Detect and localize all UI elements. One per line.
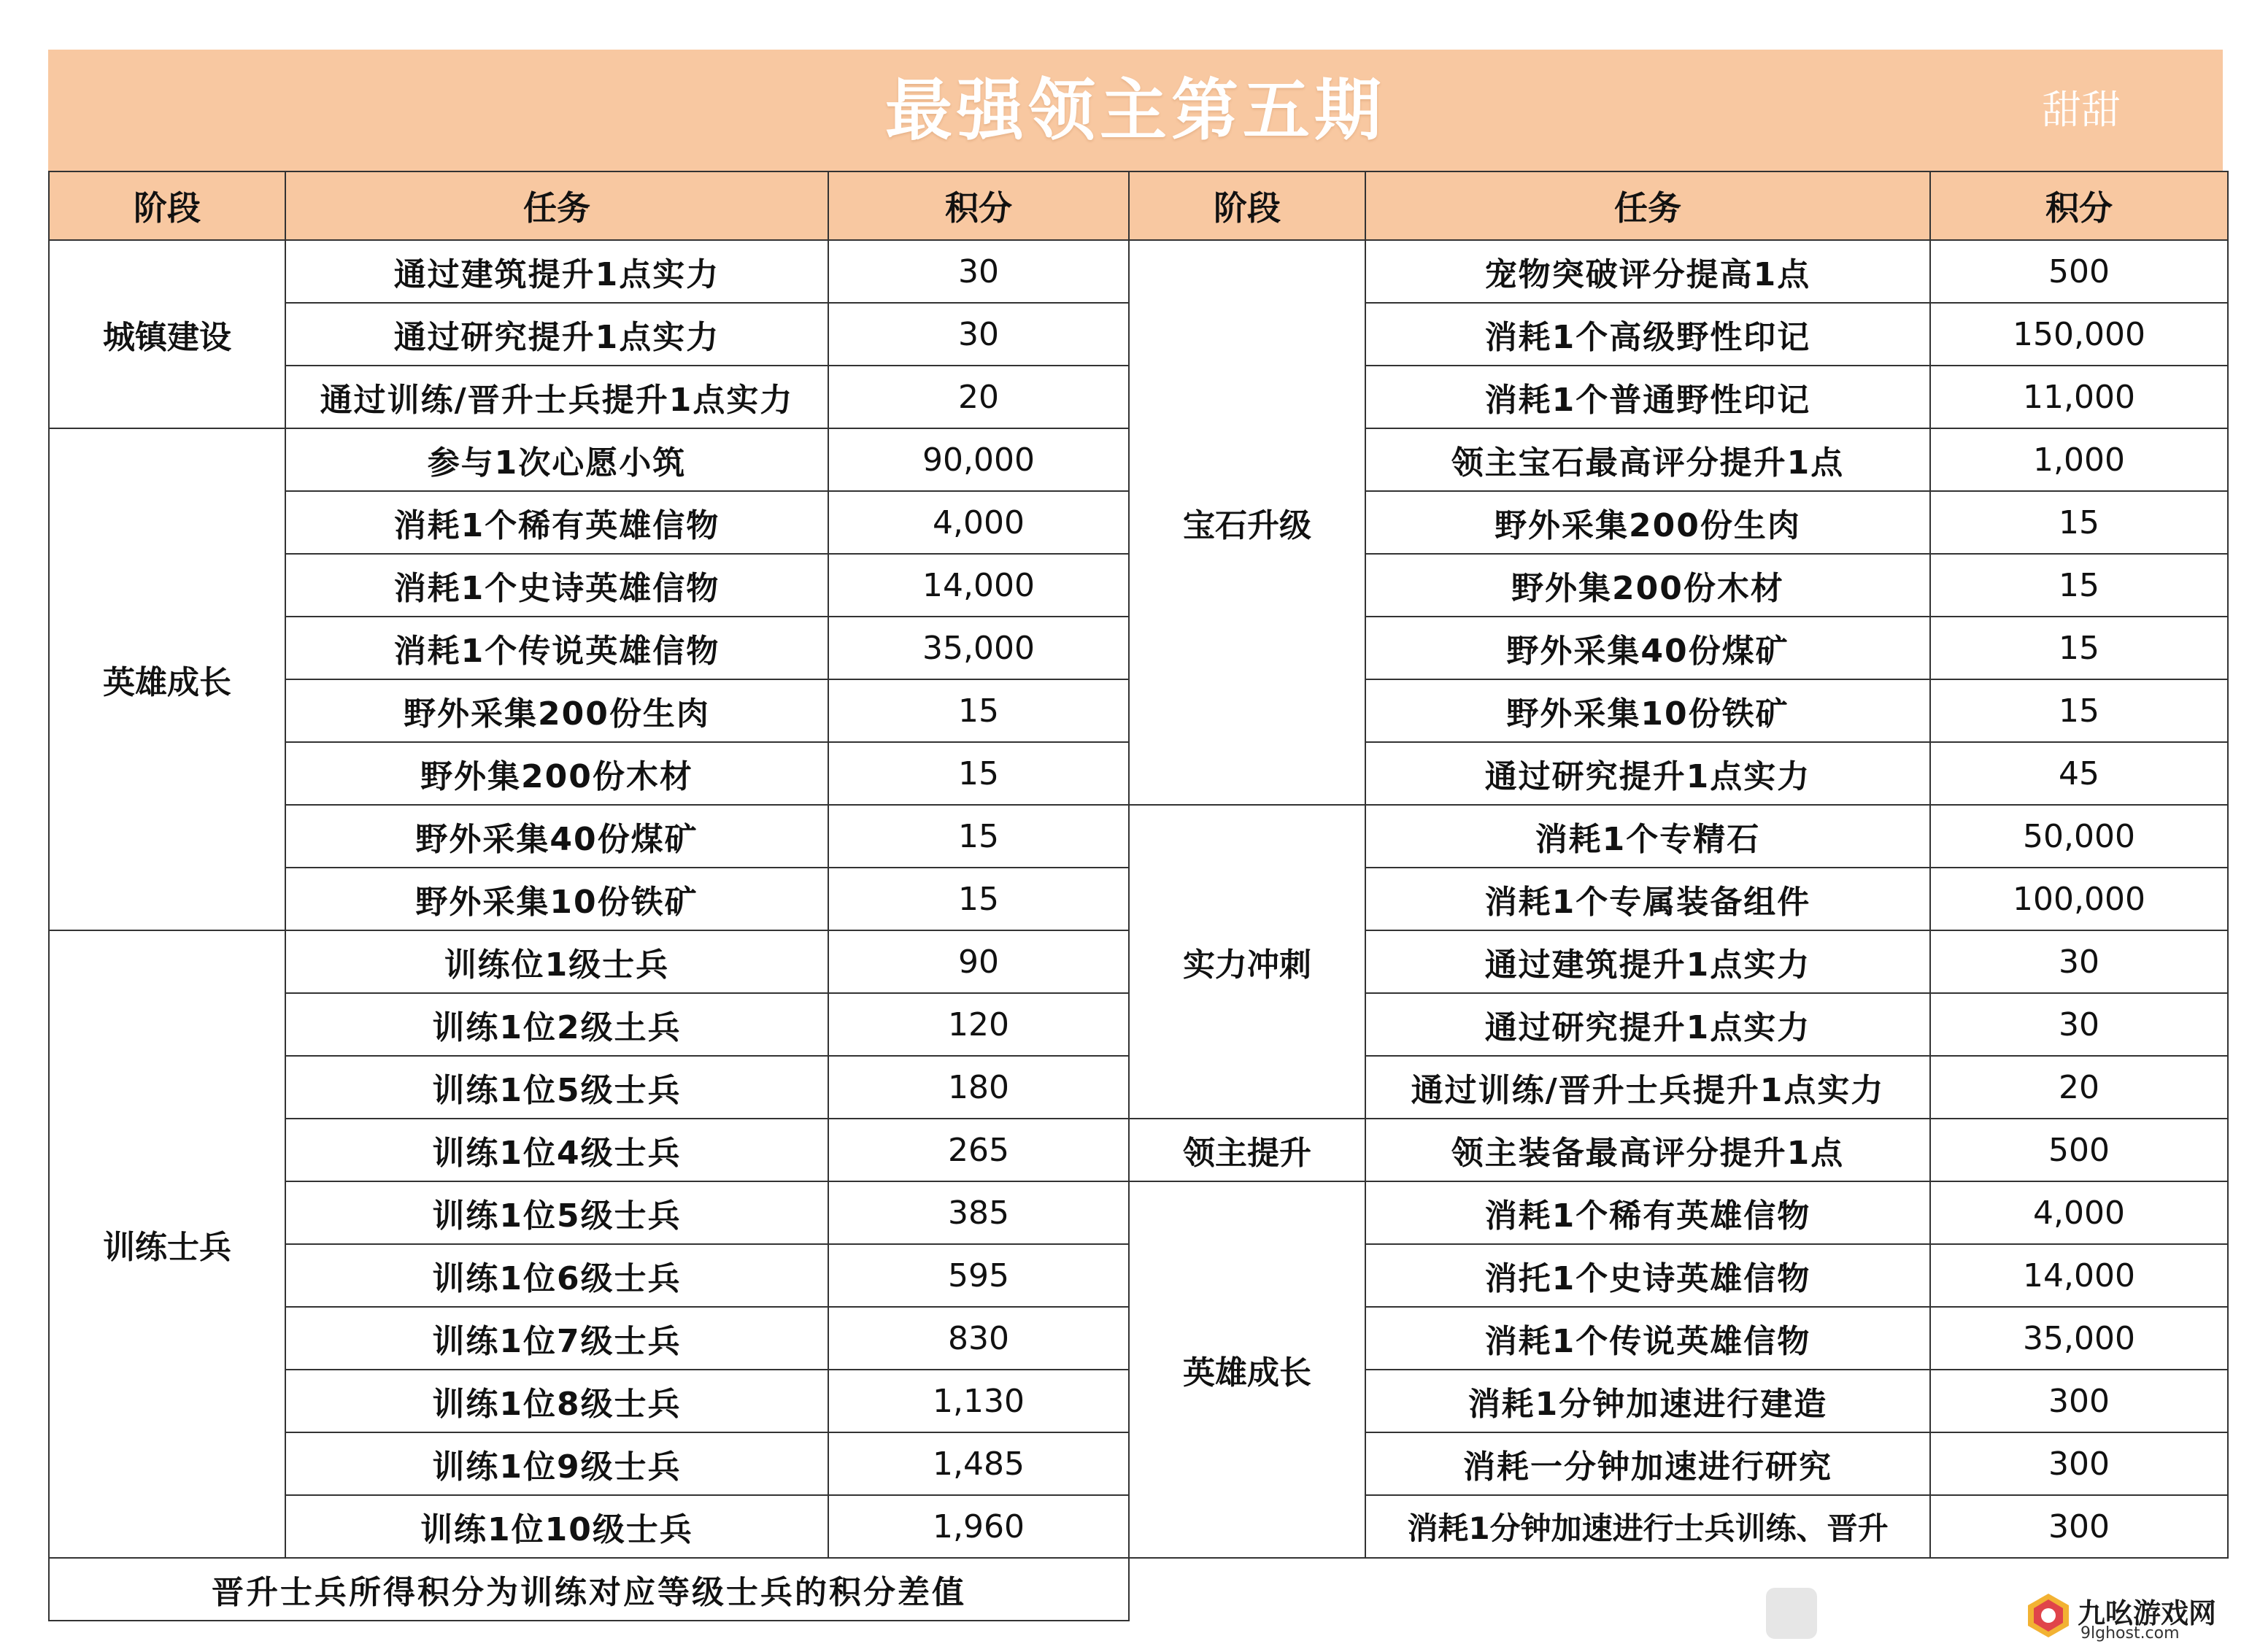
task-cell: 领主宝石最高评分提升1点: [1365, 428, 1930, 491]
points-cell: 1,130: [828, 1370, 1129, 1432]
task-cell: 通过研究提升1点实力: [1365, 993, 1930, 1056]
header-task-right: 任务: [1365, 171, 1930, 240]
task-cell: 训练1位5级士兵: [285, 1056, 828, 1119]
task-cell: 野外采集40份煤矿: [285, 805, 828, 868]
task-cell: 野外采集40份煤矿: [1365, 617, 1930, 679]
header-stage-right: 阶段: [1129, 171, 1365, 240]
points-cell: 385: [828, 1181, 1129, 1244]
task-cell: 消托1个史诗英雄信物: [1365, 1244, 1930, 1307]
points-cell: 45: [1930, 742, 2228, 805]
points-cell: 50,000: [1930, 805, 2228, 868]
task-cell: 通过研究提升1点实力: [285, 303, 828, 366]
header-points-left: 积分: [828, 171, 1129, 240]
task-cell: 训练1位8级士兵: [285, 1370, 828, 1432]
site-logo: [2026, 1588, 2245, 1646]
task-cell: 消耗1个稀有英雄信物: [1365, 1181, 1930, 1244]
task-cell: 消耗一分钟加速进行研究: [1365, 1432, 1930, 1495]
points-cell: 35,000: [1930, 1307, 2228, 1370]
points-cell: 15: [828, 868, 1129, 930]
title-banner: [48, 50, 2223, 171]
points-cell: 180: [828, 1056, 1129, 1119]
task-cell: 宠物突破评分提高1点: [1365, 240, 1930, 303]
task-cell: 通过建筑提升1点实力: [285, 240, 828, 303]
points-cell: 15: [828, 742, 1129, 805]
task-cell: 通过建筑提升1点实力: [1365, 930, 1930, 993]
table-row: [49, 1181, 2228, 1244]
note-row: [49, 1558, 2228, 1621]
points-cell: 15: [828, 805, 1129, 868]
task-cell: 训练1位9级士兵: [285, 1432, 828, 1495]
points-cell: 20: [1930, 1056, 2228, 1119]
points-cell: 500: [1930, 240, 2228, 303]
task-cell: 训练1位2级土兵: [285, 993, 828, 1056]
points-cell: 300: [1930, 1495, 2228, 1558]
points-cell: 100,000: [1930, 868, 2228, 930]
task-cell: 消耗1个高级野性印记: [1365, 303, 1930, 366]
points-cell: 120: [828, 993, 1129, 1056]
points-cell: 1,485: [828, 1432, 1129, 1495]
points-cell: 14,000: [1930, 1244, 2228, 1307]
task-cell: 训练位1级士兵: [285, 930, 828, 993]
points-cell: 500: [1930, 1119, 2228, 1181]
points-cell: 15: [1930, 491, 2228, 554]
points-cell: 1,000: [1930, 428, 2228, 491]
task-cell: 消耗1个专精石: [1365, 805, 1930, 868]
points-cell: 15: [1930, 554, 2228, 617]
task-cell: 通过训练/晋升士兵提升1点实力: [285, 366, 828, 428]
header-stage-left: 阶段: [49, 171, 285, 240]
site-logo-icon: [2026, 1592, 2070, 1639]
points-cell: 30: [1930, 930, 2228, 993]
watermark-badge: [1766, 1588, 1817, 1639]
points-cell: 20: [828, 366, 1129, 428]
points-cell: 300: [1930, 1370, 2228, 1432]
task-cell: 野外采集10份铁矿: [285, 868, 828, 930]
task-cell: 消耗1个传说英雄信物: [285, 617, 828, 679]
site-url: 9lghost.com: [2080, 1624, 2180, 1643]
task-cell: 消耗1个普通野性印记: [1365, 366, 1930, 428]
task-cell: 野外采集200份生肉: [285, 679, 828, 742]
points-cell: 4,000: [828, 491, 1129, 554]
task-cell: 野外采集10份铁矿: [1365, 679, 1930, 742]
task-cell: 训练1位5级士兵: [285, 1181, 828, 1244]
stage-cell-right: 英雄成长: [1129, 1181, 1365, 1558]
task-cell: 训练1位4级士兵: [285, 1119, 828, 1181]
stage-cell-right: 实力冲刺: [1129, 805, 1365, 1119]
points-cell: 150,000: [1930, 303, 2228, 366]
points-cell: 90: [828, 930, 1129, 993]
score-table: [48, 171, 2229, 1621]
task-cell: 训练1位10级士兵: [285, 1495, 828, 1558]
points-cell: 595: [828, 1244, 1129, 1307]
table-row: [49, 805, 2228, 868]
stage-cell-right: 宝石升级: [1129, 240, 1365, 805]
points-cell: 4,000: [1930, 1181, 2228, 1244]
author-signature: 甜甜: [2042, 87, 2121, 133]
task-cell: 通过研究提升1点实力: [1365, 742, 1930, 805]
points-cell: 90,000: [828, 428, 1129, 491]
page-title: 最强领主第五期: [884, 71, 1386, 150]
points-cell: 35,000: [828, 617, 1129, 679]
header-task-left: 任务: [285, 171, 828, 240]
points-cell: 300: [1930, 1432, 2228, 1495]
site-name: 九吆游戏网: [2078, 1597, 2217, 1629]
task-cell: 消耗1个史诗英雄信物: [285, 554, 828, 617]
task-cell: 消耗1分钟加速进行士兵训练、晋升: [1365, 1495, 1930, 1558]
task-cell: 消耗1个稀有英雄信物: [285, 491, 828, 554]
task-cell: 训练1位7级士兵: [285, 1307, 828, 1370]
stage-cell-left: 训练士兵: [49, 930, 285, 1558]
table-row: [49, 1119, 2228, 1181]
header-row: [49, 171, 2228, 240]
task-cell: 消耗1个专属装备组件: [1365, 868, 1930, 930]
points-cell: 830: [828, 1307, 1129, 1370]
points-cell: 1,960: [828, 1495, 1129, 1558]
points-cell: 15: [1930, 617, 2228, 679]
task-cell: 野外采集200份生肉: [1365, 491, 1930, 554]
points-cell: 265: [828, 1119, 1129, 1181]
points-cell: 30: [828, 240, 1129, 303]
task-cell: 领主装备最高评分提升1点: [1365, 1119, 1930, 1181]
stage-cell-right: 领主提升: [1129, 1119, 1365, 1181]
task-cell: 野外集200份木材: [1365, 554, 1930, 617]
task-cell: 训练1位6级士兵: [285, 1244, 828, 1307]
points-cell: 14,000: [828, 554, 1129, 617]
task-cell: 参与1次心愿小筑: [285, 428, 828, 491]
points-cell: 15: [1930, 679, 2228, 742]
table-row: [49, 240, 2228, 303]
task-cell: 消耗1分钟加速进行建造: [1365, 1370, 1930, 1432]
task-cell: 通过训练/晋升士兵提升1点实力: [1365, 1056, 1930, 1119]
points-cell: 30: [1930, 993, 2228, 1056]
task-cell: 野外集200份木材: [285, 742, 828, 805]
points-cell: 15: [828, 679, 1129, 742]
footnote: 晋升士兵所得积分为训练对应等级士兵的积分差值: [49, 1558, 1129, 1621]
points-cell: 11,000: [1930, 366, 2228, 428]
task-cell: 消耗1个传说英雄信物: [1365, 1307, 1930, 1370]
stage-cell-left: 英雄成长: [49, 428, 285, 930]
points-cell: 30: [828, 303, 1129, 366]
stage-cell-left: 城镇建设: [49, 240, 285, 428]
header-points-right: 积分: [1930, 171, 2228, 240]
